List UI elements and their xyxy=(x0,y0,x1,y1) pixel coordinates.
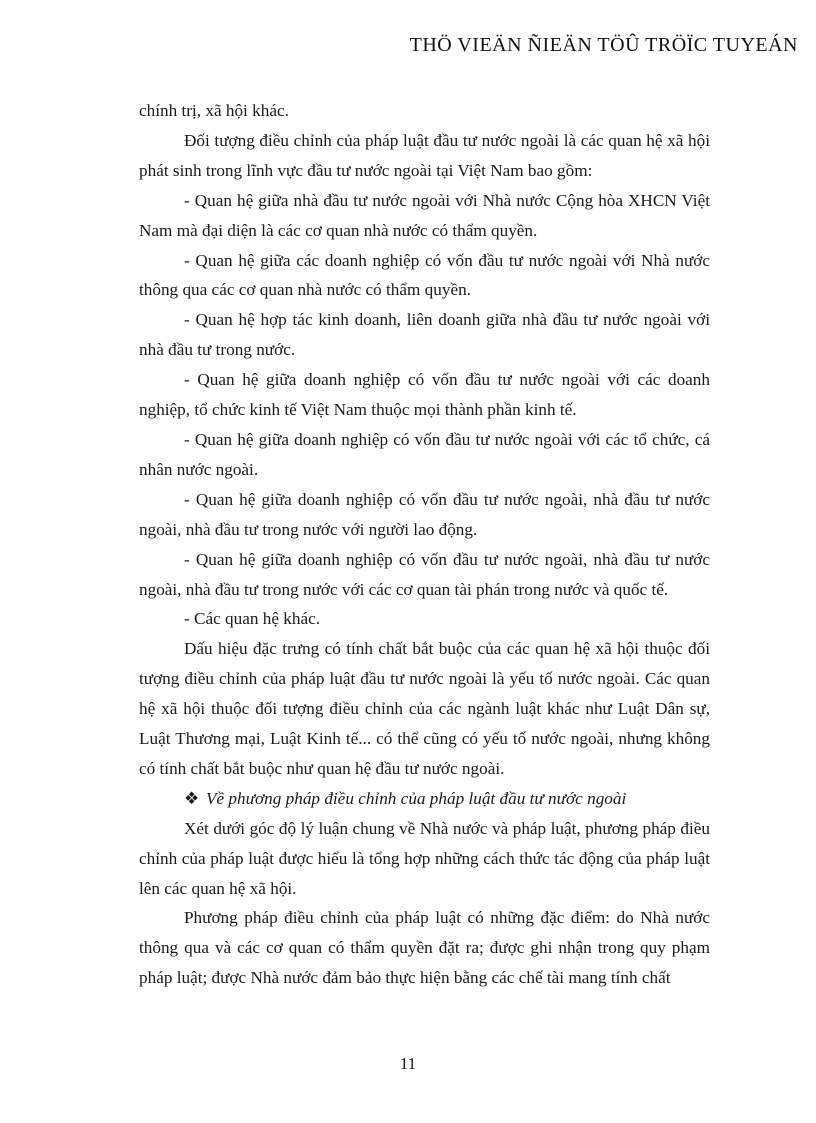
section-heading-text: Về phương pháp điều chỉnh của pháp luật đầu tư nước ngoài xyxy=(206,788,627,808)
page-body xyxy=(139,96,710,993)
list-item: - Quan hệ giữa doanh nghiệp có vốn đầu tư nước ngoài với các tổ chức, cá nhân nước ngoài. xyxy=(139,429,710,479)
list-item: - Quan hệ giữa doanh nghiệp có vốn đầu tư nước ngoài, nhà đầu tư nước ngoài, nhà đầu tư trong nước với người lao động. xyxy=(139,489,710,539)
section-heading xyxy=(139,784,710,814)
page-number: 11 xyxy=(399,1054,417,1073)
diamond-bullet-icon: ❖ xyxy=(184,788,200,808)
running-header: THÖ VIEÄN ÑIEÄN TÖÛ TRÖÏC TUYEÁN xyxy=(409,34,798,56)
list-item: - Quan hệ hợp tác kinh doanh, liên doanh giữa nhà đầu tư nước ngoài với nhà đầu tư trong nước. xyxy=(139,310,710,360)
list-item: - Quan hệ giữa doanh nghiệp có vốn đầu tư nước ngoài với các doanh nghiệp, tổ chức kinh tế Việt Nam thuộc mọi thành phần kinh tế. xyxy=(139,370,710,420)
list-item: - Quan hệ giữa các doanh nghiệp có vốn đầu tư nước ngoài với Nhà nước thông qua các cơ quan nhà nước có thẩm quyền. xyxy=(139,250,710,300)
paragraph: Xét dưới góc độ lý luận chung về Nhà nước và pháp luật, phương pháp điều chỉnh của pháp luật được hiểu là tổng hợp những cách thức tác động của pháp luật lên các quan hệ xã hội. xyxy=(139,818,710,898)
paragraph: Đối tượng điều chỉnh của pháp luật đầu tư nước ngoài là các quan hệ xã hội phát sinh trong lĩnh vực đầu tư nước ngoài tại Việt Nam bao gồm: xyxy=(139,130,710,180)
list-item: - Các quan hệ khác. xyxy=(184,609,321,629)
paragraph: Phương pháp điều chỉnh của pháp luật có những đặc điểm: do Nhà nước thông qua và các cơ quan có thẩm quyền đặt ra; được ghi nhận trong quy phạm pháp luật; được Nhà nước đảm bảo thực hiện bằng các chế tài mang tính chất xyxy=(139,908,710,988)
list-item: - Quan hệ giữa nhà đầu tư nước ngoài với Nhà nước Cộng hòa XHCN Việt Nam mà đại diện là các cơ quan nhà nước có thẩm quyền. xyxy=(139,190,710,240)
list-item: - Quan hệ giữa doanh nghiệp có vốn đầu tư nước ngoài, nhà đầu tư nước ngoài, nhà đầu tư trong nước với các cơ quan tài phán trong nước và quốc tế. xyxy=(139,549,710,599)
paragraph: Dấu hiệu đặc trưng có tính chất bắt buộc của các quan hệ xã hội thuộc đối tượng điều chỉnh của pháp luật đầu tư nước ngoài là yếu tố nước ngoài. Các quan hệ xã hội thuộc đối tượng điều chỉnh của các ngành luật khác như Luật Dân sự, Luật Thương mại, Luật Kinh tế... có thể cũng có yếu tố nước ngoài, nhưng không có tính chất bắt buộc như quan hệ đầu tư nước ngoài. xyxy=(139,639,710,778)
paragraph-continuation: chính trị, xã hội khác. xyxy=(139,101,289,120)
